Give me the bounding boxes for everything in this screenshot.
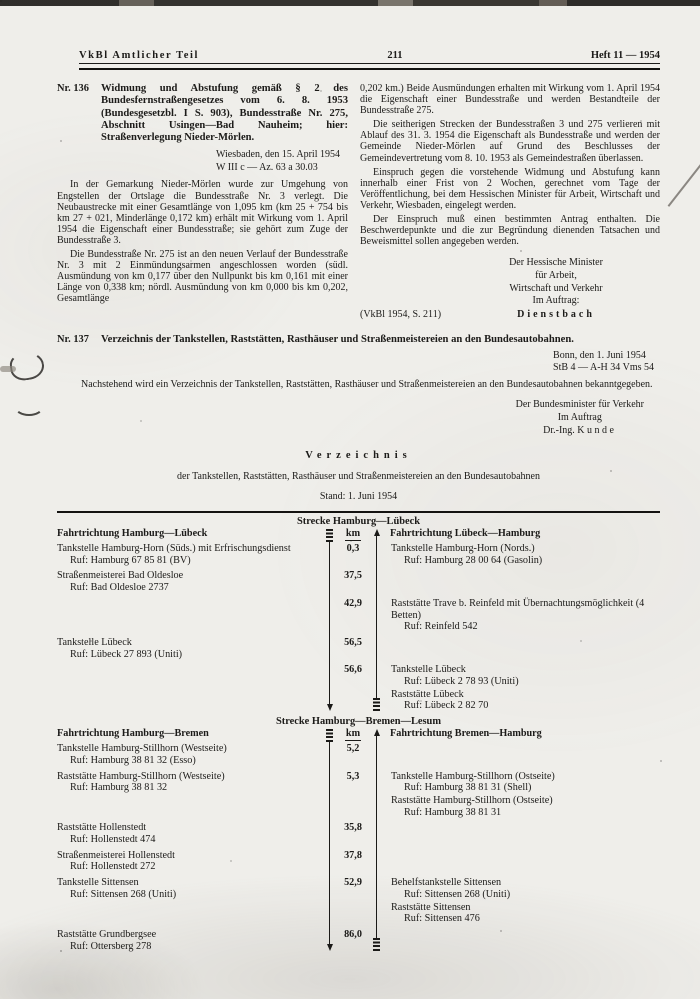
facility-name: Raststätte Sittensen [391,901,471,913]
facility-name: Raststätte Hollenstedt [57,822,147,834]
km-value: 56,5 [344,636,362,648]
km-value: 5,3 [346,770,360,782]
signature-title-prefix: Dr.-Ing. [543,425,575,437]
scan-artifact-smudge [0,366,16,372]
facility-cell-right [377,543,660,567]
facility-entry [57,743,329,766]
facility-cell-left [57,850,329,874]
facility-entry [57,822,329,845]
table-header-row [57,528,660,541]
table-row [57,543,660,567]
facility-cell-left [57,771,329,820]
facility-entry [57,850,329,873]
facility-entry [391,598,660,633]
facility-cell-left [57,877,329,926]
km-value: 37,5 [344,570,362,582]
dateline: Bonn, den 1. Juni 1954 [553,349,646,361]
facility-cell-right [377,598,660,634]
article-137 [57,334,660,953]
facility-cell-right [377,771,660,820]
article-136-left-paragraphs [57,179,348,304]
facility-phone: Ruf: Reinfeld 542 [404,621,478,633]
column-header-left: Fahrtrichtung Hamburg—Lübeck [57,528,208,540]
article-number: Nr. 137 [57,334,89,346]
facility-entry [57,771,329,794]
facility-name: Tankstelle Lübeck [391,664,466,676]
facility-phone: Ruf: Hamburg 38 81 32 (Esso) [70,754,196,766]
facility-cell-right [377,877,660,926]
direction-arrow-up-icon [372,729,381,951]
facility-name: Raststätte Hamburg-Stillhorn (Westseite) [57,770,225,782]
facility-phone: Ruf: Hollenstedt 272 [70,861,156,873]
facility-cell-left [57,822,329,846]
arrow-fletching-icon [373,698,380,711]
km-value: 52,9 [344,877,362,889]
column-header-km: km [345,528,361,540]
signature-area [57,398,644,437]
facility-name: Tankstelle Sittensen [57,877,139,889]
km-value: 56,6 [344,664,362,676]
paragraph: Der Einspruch muß einen bestimmten Antrag enthalten. Die Beschwerdepunkte und die zur Begründung dienenden Tatsachen und Beweismittel sollen angegeben werden. [360,214,660,248]
facility-name: Straßenmeisterei Hollenstedt [57,849,175,861]
article-number: Nr. 136 [57,83,89,94]
table-header-row [57,728,660,741]
arrowhead-up-icon [374,529,380,536]
facility-cell-left [57,543,329,567]
facility-entry [391,689,660,712]
route-title: Strecke Hamburg—Bremen—Lesum [276,716,441,728]
arrow-fletching-icon [326,729,333,742]
intro-paragraph: Nachstehend wird ein Verzeichnis der Tankstellen, Raststätten, Rasthäuser und Straßenmeistereien an den Bundesautobahnen bekanntgegeben. [81,378,653,390]
facility-cell-right [377,637,660,661]
facility-cell-right [377,850,660,874]
facility-entry [391,664,660,687]
table-row [57,743,660,767]
facility-entry [57,929,329,952]
arrow-fletching-icon [373,938,380,951]
article-title: Widmung und Abstufung gemäß § 2 des Bundesfernstraßengesetzes vom 6. 8. 1953 (Bundesgesetzbl. I S. 903), Bundesstraße Nr. 275, Abschnitt Usingen—Bad Nauheim; hier: Straßenverlegung Nieder-Mörlen. [101,83,348,144]
column-header-km: km [345,728,361,740]
scan-edge-band [0,0,700,6]
column-header-right: Fahrtrichtung Lübeck—Hamburg [390,528,541,540]
facility-name: Tankstelle Hamburg-Stillhorn (Westseite) [57,743,227,755]
facility-phone: Ruf: Hamburg 38 81 31 [404,806,502,818]
column-header-right: Fahrtrichtung Bremen—Hamburg [390,728,542,740]
facility-name: Tankstelle Hamburg-Stillhorn (Ostseite) [391,770,555,782]
facility-entry [391,771,660,794]
article-136-left-column [57,83,348,321]
facility-phone: Ruf: Hamburg 38 81 31 (Shell) [404,782,532,794]
facility-name: Tankstelle Hamburg-Horn (Nords.) [391,543,535,555]
article-136-right-paragraphs [360,83,660,250]
table-row [57,877,660,926]
facility-entry [57,637,329,660]
facility-phone: Ruf: Hamburg 28 00 64 (Gasolin) [404,554,543,566]
facility-cell-right [377,664,660,713]
paragraph: Die Bundesstraße Nr. 275 ist an den neuen Verlauf der Bundesstraße Nr. 3 mit 2 Einmündungsarmen angeschlossen worden (südl. Ausmündung von km 0,177 über den Nullpunkt bis km 0,161 mit einer Länge von 0,338 km; nördl. Ausmündung von km 0,000 bis km 0,202, Gesamtlänge [57,249,348,305]
facility-phone: Ruf: Lübeck 27 893 (Uniti) [70,648,183,660]
facility-phone: Ruf: Lübeck 2 78 93 (Uniti) [404,676,519,688]
km-value: 86,0 [344,929,362,940]
file-reference: W III c — Az. 63 a 30.03 [215,161,318,173]
signature-line: Im Auftrag [557,412,602,424]
issue-label: Heft 11 — 1954 [590,50,660,61]
km-value: 5,2 [346,743,360,755]
facility-cell-left [57,637,329,661]
dateline: Wiesbaden, den 15. April 1954 [215,149,340,161]
facility-phone: Ruf: Sittensen 268 (Uniti) [404,888,511,900]
journal-title: VkBl Amtlicher Teil [79,50,200,61]
facility-phone: Ruf: Ottersberg 278 [70,940,152,952]
facility-phone: Ruf: Hamburg 38 81 32 [70,782,168,794]
signature-line: Im Auftrag: [532,295,580,307]
km-value: 42,9 [344,597,362,609]
column-header-left: Fahrtrichtung Hamburg—Bremen [57,728,209,740]
facility-phone: Ruf: Hamburg 67 85 81 (BV) [70,554,191,566]
route-table [57,728,660,953]
article-136-right-column [360,83,660,321]
signature-surname: Kunde [577,425,617,437]
signature-line: Der Hessische Minister [509,257,603,269]
facility-cell-left [57,929,329,953]
direction-arrow-down-icon [325,729,334,951]
facility-name: Raststätte Hamburg-Stillhorn (Ostseite) [391,794,553,806]
signature-lines [466,257,646,307]
paragraph: Einspruch gegen die vorstehende Widmung und Abstufung kann innerhalb einer Frist von 2 Wochen, gerechnet vom Tage der Veröffentlichung, bei dem Hessischen Minister für Arbeit, Wirtschaft und Verkehr, Wiesbaden, eingelegt werden. [360,166,660,211]
signature-name [516,424,644,437]
article-137-heading [57,334,660,346]
facility-cell-right [377,570,660,594]
signature-area [360,257,660,321]
facility-name: Raststätte Lübeck [391,688,464,700]
km-value: 0,3 [346,543,360,555]
facility-phone: Ruf: Hollenstedt 474 [70,834,156,846]
signature-line: Wirtschaft und Verkehr [509,282,603,294]
arrowhead-down-icon [327,704,333,711]
facility-cell-right [377,822,660,846]
facility-name: Tankstelle Lübeck [57,636,132,648]
route-title: Strecke Hamburg—Lübeck [296,516,421,528]
table-row [57,850,660,874]
dateline-block [57,350,654,375]
arrow-fletching-icon [326,529,333,542]
citation: (VkBl 1954, S. 211) [360,308,442,320]
table-row [57,664,660,713]
table-row [57,929,660,953]
facility-cell-left [57,743,329,767]
table-row [57,771,660,820]
file-reference: StB 4 — A-H 34 Vms 54 [553,362,654,374]
facility-name: Tankstelle Hamburg-Horn (Süds.) mit Erfrischungsdienst [57,543,291,555]
article-136 [57,83,660,321]
facility-cell-right [377,929,660,953]
scan-artifact-scratch [668,163,700,207]
facility-cell-right [377,743,660,767]
header-rule [79,63,660,70]
section-rule [57,511,660,513]
facility-entry [391,877,660,900]
signature-block [466,257,646,321]
dateline-block [57,149,340,174]
facility-entry [391,902,660,925]
paragraph: 0,202 km.) Beide Ausmündungen erhalten mit Wirkung vom 1. April 1954 die Eigenschaft einer Bundesstraße und werden Bestandteile der Bundesstraße 275. [360,83,660,117]
signature-lines [516,398,644,424]
facility-entry [391,795,660,818]
scan-artifact-arc-mark [14,396,44,416]
facility-cell-left [57,664,329,713]
km-value: 35,8 [344,822,362,834]
list-subheading: der Tankstellen, Raststätten, Rasthäuser und Straßenmeistereien an den Bundesautobahnen [177,471,540,483]
facility-entry [391,543,660,566]
facility-cell-left [57,598,329,634]
page-header [57,50,660,61]
list-heading: Verzeichnis [305,450,412,462]
facility-name: Behelfstankstelle Sittensen [391,877,502,889]
list-date-stand: Stand: 1. Juni 1954 [319,491,398,503]
signature-block [516,398,644,437]
table-row [57,570,660,594]
paragraph: Die seitherigen Strecken der Bundesstraßen 3 und 275 verlieren mit Ablauf des 31. 3. 1954 die Eigenschaft als Bundesstraße und werden der Gemeinde Nieder-Mörlen auf Grund des Beschlusses der Gemeindevertretung vom 8. 10. 1953 als Gemeindestraßen überlassen. [360,119,660,164]
facility-cell-left [57,570,329,594]
paragraph: In der Gemarkung Nieder-Mörlen wurde zur Umgehung von Engstellen der Ortslage die Bundesstraße Nr. 3 verlegt. Die Neubaustrecke mit einer Gesamtlänge von 1,095 km (km 25 + 754 bis km 27 + 021, Minderlänge 0,172 km) erhält mit Wirkung vom 1. April 1954 die Eigenschaft einer Bundesstraße; sie gehört zum Zuge der Bundesstraße 3. [57,179,348,246]
signature-name: Dienstbach [517,308,595,320]
direction-arrow-up-icon [372,529,381,711]
facility-name: Straßenmeisterei Bad Oldesloe [57,570,184,582]
page-number: 211 [387,50,403,61]
table-row [57,822,660,846]
arrowhead-down-icon [327,944,333,951]
facility-phone: Ruf: Bad Oldesloe 2737 [70,582,169,594]
facility-entry [57,543,329,566]
signature-line: für Arbeit, [535,269,577,281]
article-title: Verzeichnis der Tankstellen, Raststätten, Rasthäuser und Straßenmeistereien an den Bundesautobahnen. [101,334,574,346]
facility-name: Raststätte Grundbergsee [57,929,157,940]
facility-entry [57,570,329,593]
table-row [57,637,660,661]
facility-phone: Ruf: Sittensen 268 (Uniti) [70,888,177,900]
route-table [57,528,660,713]
facility-name: Raststätte Trave b. Reinfeld mit Übernachtungsmöglichkeit (4 Betten) [391,597,645,621]
direction-arrow-down-icon [325,529,334,711]
table-row [57,598,660,634]
facility-phone: Ruf: Lübeck 2 82 70 [404,700,489,712]
facility-phone: Ruf: Sittensen 476 [404,913,480,925]
table-rows [57,743,660,953]
article-136-heading [57,83,348,144]
signature-line: Der Bundesminister für Verkehr [515,399,644,411]
km-value: 37,8 [344,849,362,861]
table-rows [57,543,660,713]
arrowhead-up-icon [374,729,380,736]
facility-entry [57,877,329,900]
page-content [57,50,660,956]
